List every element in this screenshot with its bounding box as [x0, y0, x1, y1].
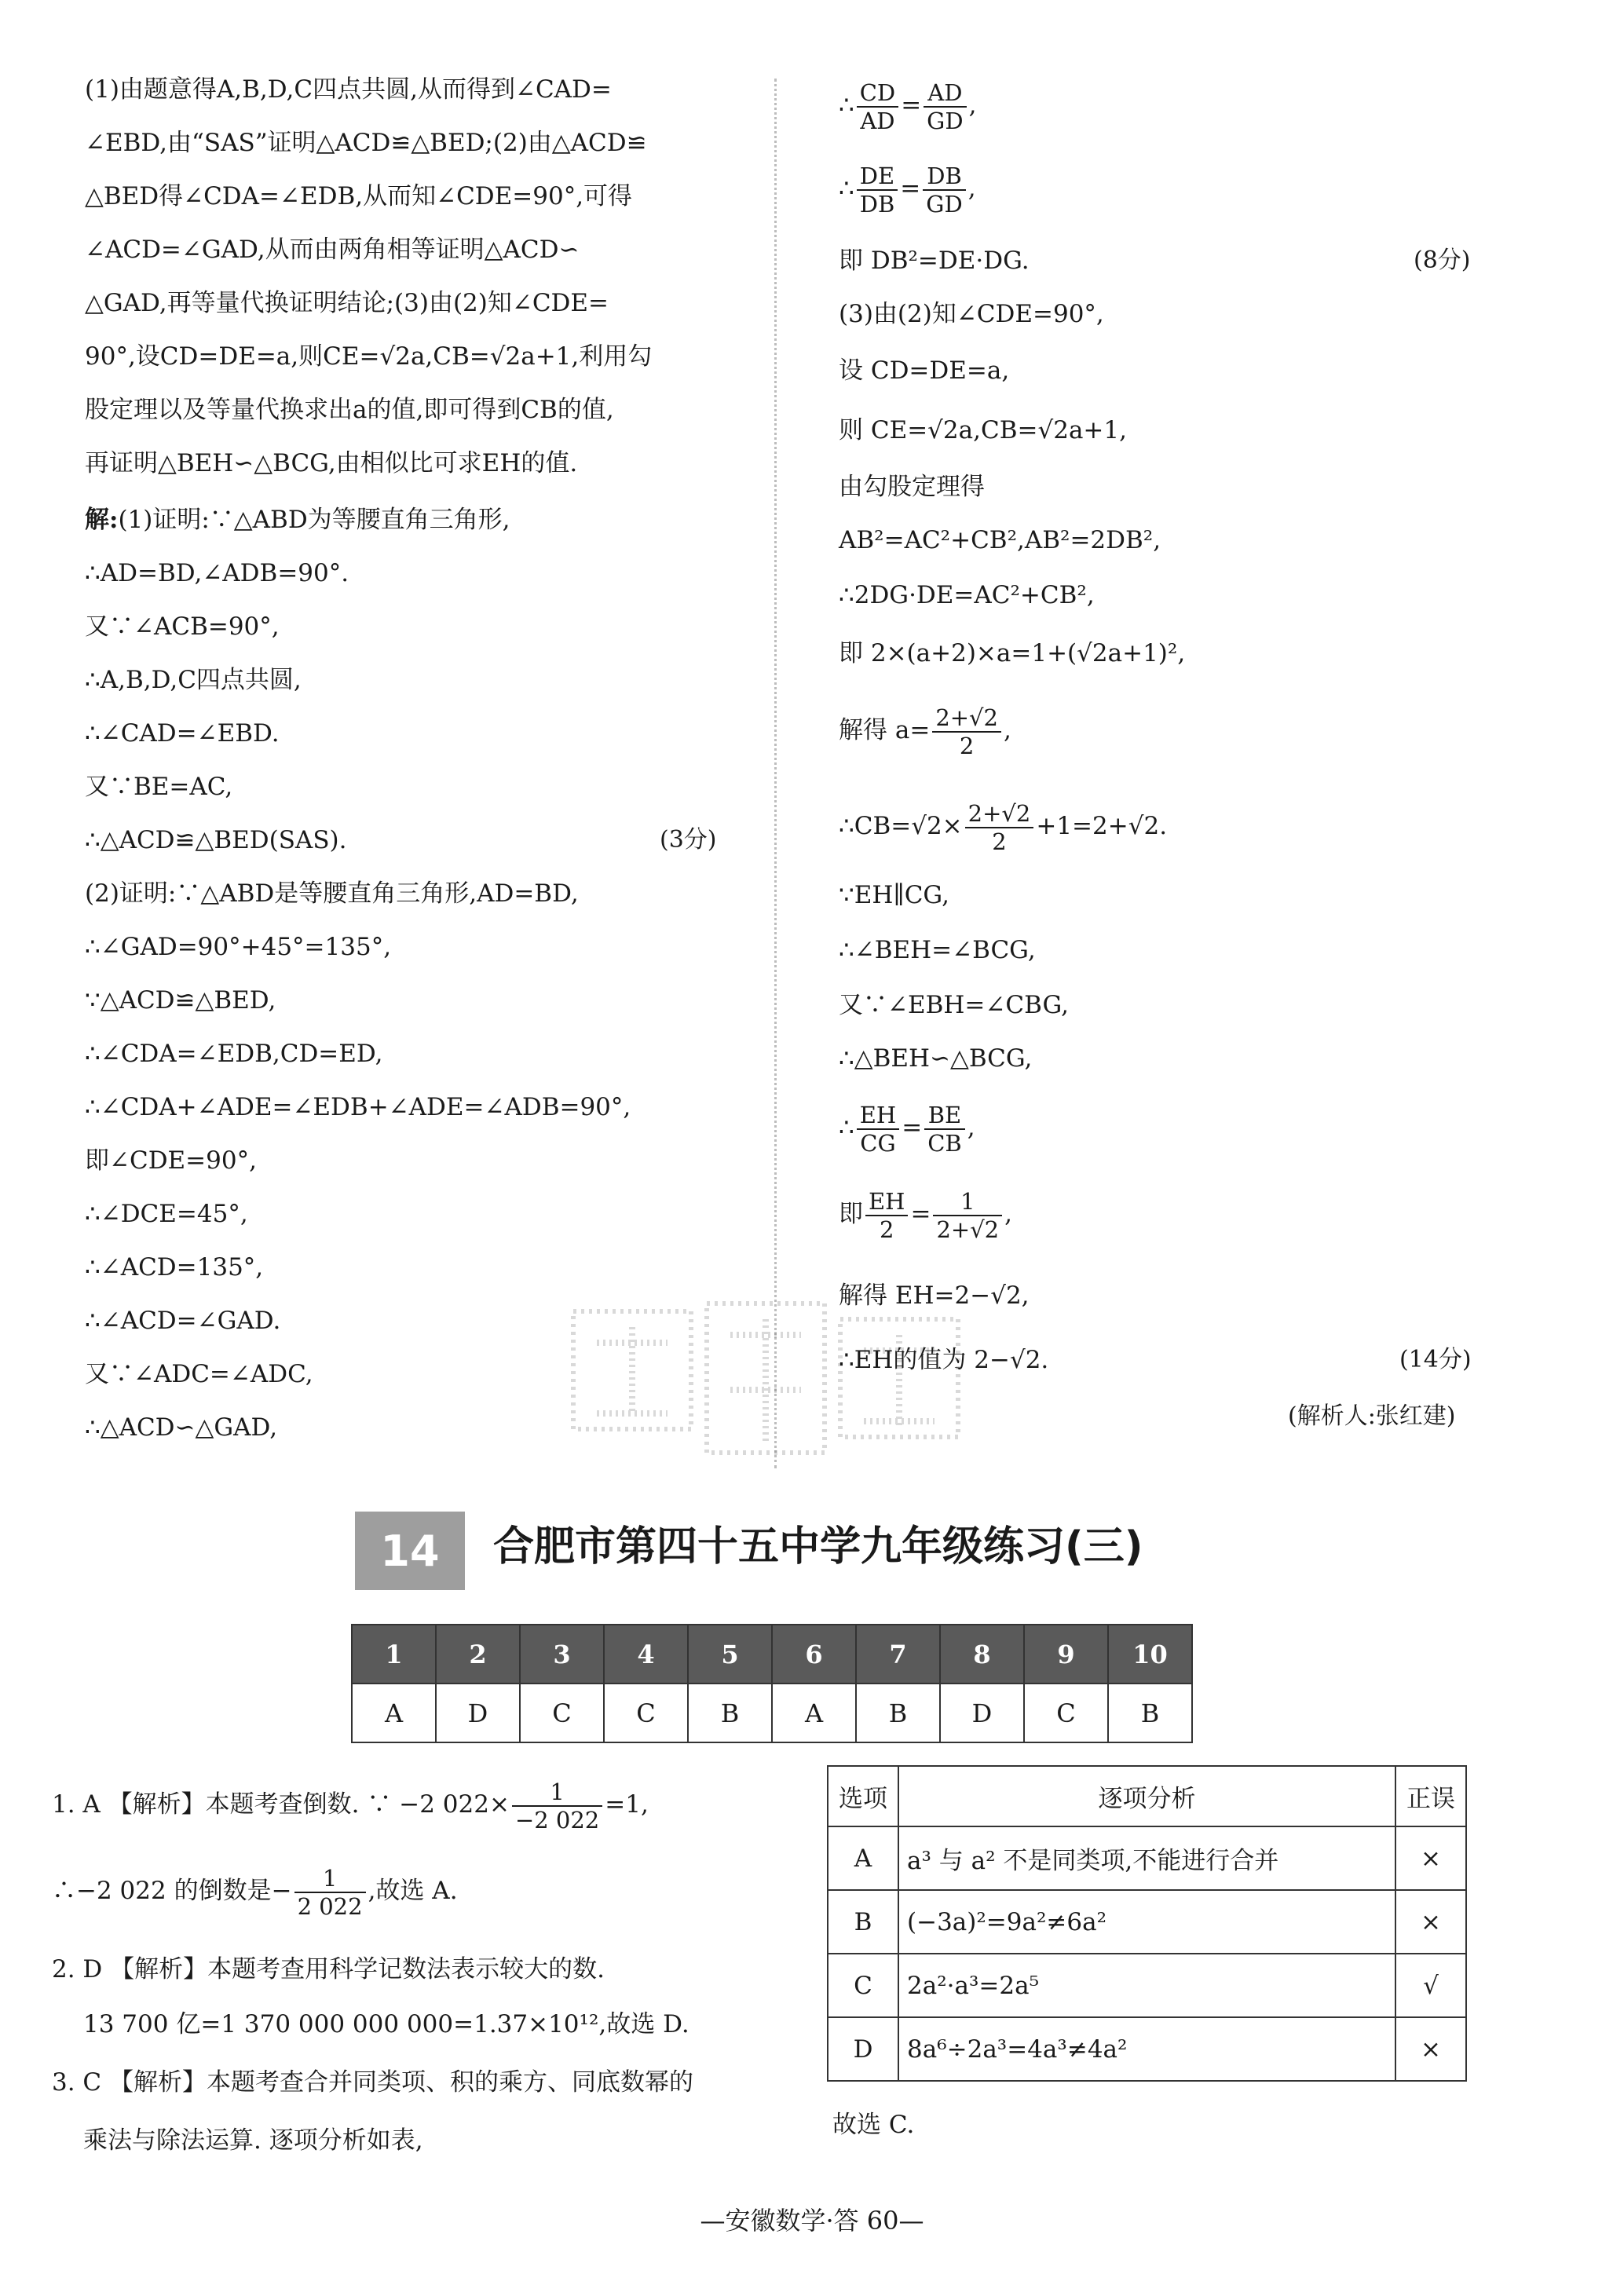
solution-line: ∴∠CDA+∠ADE=∠EDB+∠ADE=∠ADB=90°, — [85, 1093, 631, 1121]
table-row — [828, 2017, 1466, 2081]
analysis-table — [827, 1765, 1467, 2082]
answer-cell: C — [1024, 1684, 1108, 1742]
section-number-badge: 14 — [355, 1512, 465, 1590]
analysis-table-header — [828, 1766, 1466, 1826]
analysis-line: (1)由题意得A,B,D,C四点共圆,从而得到∠CAD= — [85, 75, 612, 104]
score-mark: (14分) — [1399, 1346, 1472, 1373]
analysis-cell: 2a²·a³=2a⁵ — [898, 1954, 1395, 2017]
answer-cell: A — [352, 1684, 436, 1742]
fraction-line: ∴ $\frac{CD}{AD}$ = $\frac{AD}{GD}$ , — [839, 79, 977, 134]
solution-line: ∴A,B,D,C四点共圆, — [85, 666, 302, 694]
option-cell: B — [828, 1890, 898, 1954]
answer-cell: B — [688, 1684, 772, 1742]
explanation-q2: 13 700 亿=1 370 000 000 000=1.37×10¹²,故选 D. — [83, 2010, 689, 2038]
explanation-q1: 1. A 【解析】本题考查倒数. ∵ −2 022× $\frac{1}{-2 022}$ =1, — [52, 1778, 649, 1834]
watermark-stamp — [565, 1296, 974, 1476]
question-number: 5 — [688, 1625, 772, 1684]
result-cell: × — [1395, 1890, 1466, 1954]
solution-line: ∴∠ACD=135°, — [85, 1253, 264, 1281]
solution-line: 即∠CDE=90°, — [85, 1146, 257, 1175]
header-analysis: 逐项分析 — [898, 1766, 1395, 1826]
explanation-q3: 乘法与除法运算. 逐项分析如表, — [83, 2126, 423, 2155]
solution-line: ∴△ACD≌△BED(SAS). — [85, 826, 347, 854]
option-cell: A — [828, 1826, 898, 1890]
question-number: 9 — [1024, 1625, 1108, 1684]
solution-line: 设 CD=DE=a, — [839, 356, 1010, 385]
question-number: 10 — [1108, 1625, 1192, 1684]
solution-line: ∴AD=BD,∠ADB=90°. — [85, 559, 349, 587]
question-number: 1 — [352, 1625, 436, 1684]
question-number: 6 — [772, 1625, 856, 1684]
solution-line: 解得 EH=2−√2, — [839, 1281, 1030, 1310]
solution-line: 解:(1)证明:∵△ABD为等腰直角三角形, — [85, 506, 510, 534]
question-number: 2 — [436, 1625, 520, 1684]
solution-line: ∴∠GAD=90°+45°=135°, — [85, 933, 392, 961]
explanation-q2: 2. D 【解析】本题考查用科学记数法表示较大的数. — [52, 1955, 605, 1983]
fraction-line: ∴ $\frac{EH}{CG}$ = $\frac{BE}{CB}$ , — [839, 1101, 975, 1157]
answer-table-header — [352, 1625, 1192, 1684]
answer-cell: B — [856, 1684, 940, 1742]
solution-line: ∴△ACD∽△GAD, — [85, 1413, 278, 1442]
analysis-line: ∠ACD=∠GAD,从而由两角相等证明△ACD∽ — [85, 236, 580, 264]
solution-line: ∴∠DCE=45°, — [85, 1200, 248, 1228]
analysis-conclusion: 故选 C. — [832, 2111, 915, 2139]
solution-line: 则 CE=√2a,CB=√2a+1, — [839, 416, 1127, 444]
solution-line: 即 DB²=DE·DG. — [839, 247, 1030, 275]
answer-cell: C — [604, 1684, 688, 1742]
fraction-line: ∴ $\frac{DE}{DB}$ = $\frac{DB}{GD}$ , — [839, 162, 976, 218]
question-number: 7 — [856, 1625, 940, 1684]
header-option: 选项 — [828, 1766, 898, 1826]
analysis-line: 90°,设CD=DE=a,则CE=√2a,CB=√2a+1,利用勾 — [85, 342, 653, 371]
solution-line: ∴△BEH∽△BCG, — [839, 1044, 1033, 1073]
answer-cell: C — [520, 1684, 604, 1742]
table-row — [828, 1890, 1466, 1954]
analyst-credit: (解析人:张红建) — [1288, 1402, 1456, 1430]
solution-line: AB²=AC²+CB²,AB²=2DB², — [839, 526, 1161, 554]
solution-label: 解: — [85, 506, 119, 534]
page-footer: —安徽数学·答 60— — [700, 2206, 924, 2236]
result-cell: × — [1395, 1826, 1466, 1890]
solution-line: ∴∠BEH=∠BCG, — [839, 936, 1036, 964]
explanation-q3: 3. C 【解析】本题考查合并同类项、积的乘方、同底数幂的 — [52, 2068, 694, 2097]
option-cell: D — [828, 2017, 898, 2081]
solution-line: (3)由(2)知∠CDE=90°, — [839, 300, 1104, 328]
explanation-q1-conclusion: ∴−2 022 的倒数是− $\frac{1}{2 022}$ ,故选 A. — [52, 1864, 458, 1920]
solution-line: ∴∠CAD=∠EBD. — [85, 719, 280, 748]
solution-line: ∴∠CDA=∠EDB,CD=ED, — [85, 1040, 383, 1068]
answer-cell: D — [436, 1684, 520, 1742]
option-cell: C — [828, 1954, 898, 2017]
solution-line: 即 2×(a+2)×a=1+(√2a+1)², — [839, 639, 1186, 667]
table-row — [828, 1826, 1466, 1890]
analysis-cell: (−3a)²=9a²≠6a² — [898, 1890, 1395, 1954]
analysis-line: △BED得∠CDA=∠EDB,从而知∠CDE=90°,可得 — [85, 182, 633, 210]
solution-line: 由勾股定理得 — [839, 473, 985, 501]
analysis-line: ∠EBD,由“SAS”证明△ACD≌△BED;(2)由△ACD≌ — [85, 129, 647, 157]
fraction-line: 解得 a= $\frac{2+√2}{2}$ , — [839, 704, 1011, 759]
answer-cell: B — [1108, 1684, 1192, 1742]
result-cell: √ — [1395, 1954, 1466, 2017]
analysis-line: 股定理以及等量代换求出a的值,即可得到CB的值, — [85, 396, 614, 424]
solution-line: ∴∠ACD=∠GAD. — [85, 1307, 281, 1335]
section-title: 合肥市第四十五中学九年级练习(三) — [493, 1523, 1143, 1570]
analysis-line: 再证明△BEH∽△BCG,由相似比可求EH的值. — [85, 449, 578, 477]
solution-line: 又∵∠ACB=90°, — [85, 612, 280, 641]
solution-line: 又∵BE=AC, — [85, 773, 233, 801]
header-result: 正误 — [1395, 1766, 1466, 1826]
score-mark: (8分) — [1414, 247, 1471, 274]
fraction-line: ∴CB=√2× $\frac{2+√2}{2}$ +1=2+√2. — [839, 799, 1168, 855]
question-number: 3 — [520, 1625, 604, 1684]
solution-line: 又∵∠ADC=∠ADC, — [85, 1360, 313, 1388]
analysis-line: △GAD,再等量代换证明结论;(3)由(2)知∠CDE= — [85, 289, 609, 317]
analysis-cell: 8a⁶÷2a³=4a³≠4a² — [898, 2017, 1395, 2081]
solution-line: (2)证明:∵△ABD是等腰直角三角形,AD=BD, — [85, 879, 579, 908]
column-divider — [774, 79, 777, 1468]
answer-cell: D — [940, 1684, 1024, 1742]
answer-table — [351, 1624, 1193, 1743]
answer-table-row — [352, 1684, 1192, 1742]
fraction-line: 即 $\frac{EH}{2}$ = $\frac{1}{2+√2}$ , — [839, 1187, 1012, 1243]
analysis-cell: a³ 与 a² 不是同类项,不能进行合并 — [898, 1826, 1395, 1890]
solution-line: ∴2DG·DE=AC²+CB², — [839, 581, 1095, 609]
answer-cell: A — [772, 1684, 856, 1742]
question-number: 4 — [604, 1625, 688, 1684]
solution-line: ∴EH的值为 2−√2. — [839, 1346, 1049, 1374]
question-number: 8 — [940, 1625, 1024, 1684]
table-row — [828, 1954, 1466, 2017]
result-cell: × — [1395, 2017, 1466, 2081]
solution-line: ∵△ACD≌△BED, — [85, 986, 276, 1015]
solution-line: 又∵∠EBH=∠CBG, — [839, 991, 1069, 1019]
score-mark: (3分) — [660, 826, 717, 854]
solution-line: ∵EH∥CG, — [839, 881, 949, 909]
